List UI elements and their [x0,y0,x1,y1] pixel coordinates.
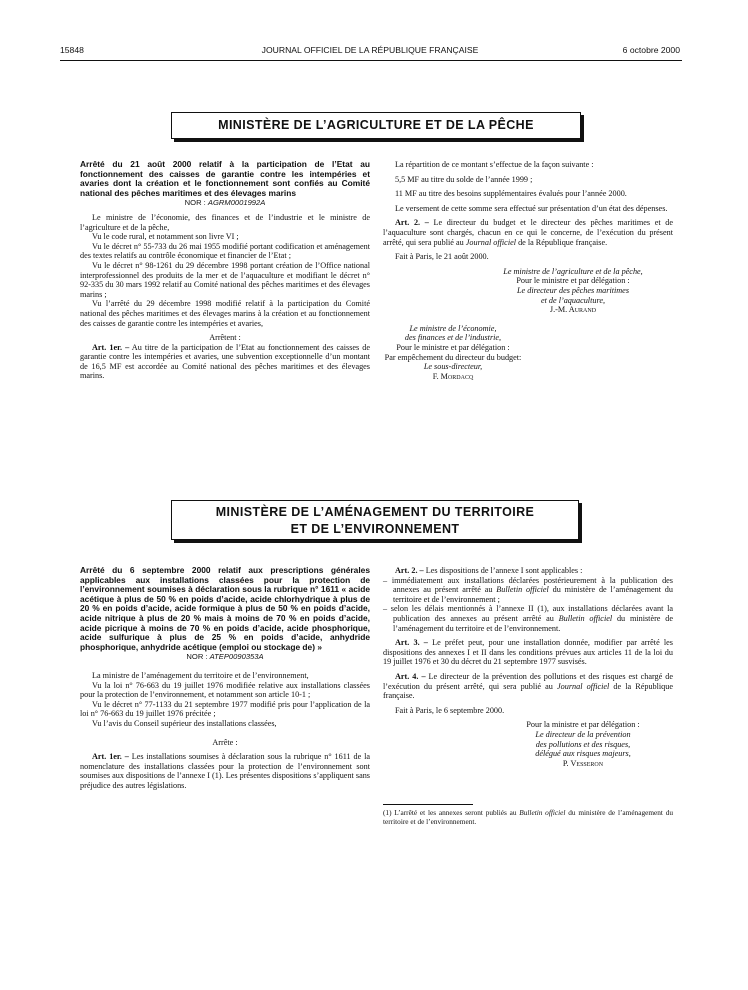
body-paragraph: 11 MF au titre des besoins supplémentaires évalués pour l’année 2000. [395,189,627,199]
decree1-left-column [80,160,370,381]
signatory-minister: Le ministre de l’économie, [409,323,497,333]
signature-block-2 [383,324,523,382]
signatory-role: Le directeur de la prévention [535,729,631,739]
signatory-name: F. Mordacq [432,371,474,381]
signatory-delegation: Pour le ministre et par délégation : [516,276,630,286]
nor-code: ATEP0090353A [209,652,264,662]
visa-paragraph: Vu le décret n° 77-1133 du 21 septembre 1977 modifié pris pour l’application de la loi n° 76-663 du 19 juillet 1976 précitée ; [80,699,370,719]
article-1 [80,343,370,381]
visa-paragraph: Vu l’avis du Conseil supérieur des installations classées, [92,718,277,728]
article-4 [383,672,673,701]
signatory-delegation: Pour le ministre et par délégation : [396,342,510,352]
decree2-right-column [383,566,673,826]
footnote-text: (1) L’arrêté et les annexes seront publiés au [383,808,517,818]
visa-paragraph: Vu le décret n° 55-733 du 26 mai 1955 modifié portant codification et aménagement des textes relatifs au contrôle économique et financier de l’Etat ; [80,241,370,261]
signatory-role: Le sous-directeur, [423,362,483,372]
list-item [383,576,673,605]
body-paragraph: Le versement de cette somme sera effectué sur présentation d’un état des dépenses. [395,203,668,213]
footnote-rule [383,804,473,805]
article-1 [80,752,370,790]
fait-a-paris: Fait à Paris, le 21 août 2000. [395,252,489,262]
article-text: Le préfet peut, pour une installation donnée, modifier par arrêté les dispositions des annexes I et II dans les conditions prévues aux articles 11 de la loi du 19 juillet 1976 et 30 du décret du 21 septembre 1977 susvisés. [383,638,673,667]
body-paragraph: 5,5 MF au titre du solde de l’année 1999 ; [395,174,533,184]
list-item [383,604,673,633]
article-text: Les dispositions de l’annexe I sont applicables : [425,566,583,575]
visa-paragraph: Vu la loi n° 76-663 du 19 juillet 1976 modifiée relative aux installations classées pour la protection de l’environnement, et notamment son article 10-1 ; [80,680,370,700]
signatory-role: des pollutions et des risques, [535,739,631,749]
signatory-empechement: Par empêchement du directeur du budget: [384,352,522,362]
journal-title: JOURNAL OFFICIEL DE LA RÉPUBLIQUE FRANÇAISE [261,45,479,55]
signatory-minister: des finances et de l’industrie, [404,333,502,343]
ministry-title-line2: ET DE L’ENVIRONNEMENT [290,522,460,536]
list-item-text-end: du ministère de l’aménagement du territoire et de l’environnement. [393,613,673,633]
article-text-end: de la République française. [518,237,608,247]
visa-paragraph: Vu l’arrêté du 29 décembre 1998 modifié relatif à la participation du Comité national des pêches maritimes et des élevages marins à la création et au fonctionnement des caisses de garantie contre les intempéries et avaries, [80,299,370,328]
visa-paragraph: Vu le décret n° 98-1261 du 29 décembre 1998 portant création de l’Office national interprofessionnel des produits de la mer et de l’aquaculture et modifiant le décret n° 92-335 du 30 mars 1992 relatif au Comité national des pêches maritimes et des élevages marins ; [80,260,370,299]
signature-block-1 [473,267,673,315]
decree1-nor [80,198,370,208]
article-text: Au titre de la participation de l’Etat au fonctionnement des caisses de garantie contre les intempéries et avaries, une subvention exceptionnelle d’un montant de 16,5 MF est accordée au Comité national des pêches maritimes et des élevages marins. [80,342,370,381]
ministry-title-line1: MINISTÈRE DE L’AMÉNAGEMENT DU TERRITOIRE [215,505,535,519]
signatory-role: Le directeur des pêches maritimes [516,285,630,295]
visa-paragraph: Le ministre de l’économie, des finances et de l’industrie et le ministre de l’agriculture et de la pêche, [80,212,370,232]
footnote-text-end: du ministère de l’aménagement du territoire et de l’environnement. [383,808,673,826]
list-item-text: – immédiatement aux installations déclarées postérieurement à la publication des annexes au présent arrêté au [383,575,673,595]
ministry-box-agriculture [171,112,581,139]
decree2-left-column [80,566,370,790]
article-text: Le directeur du budget et le directeur des pêches maritimes et de l’aquaculture sont chargés, chacun en ce qui le concerne, de l’exécution du présent arrêté, qui sera publié au [383,218,673,247]
list-item-text-end: du ministère de l’aménagement du territoire et de l’environnement ; [393,585,673,604]
ministry-title: MINISTÈRE DE L’AGRICULTURE ET DE LA PÊCHE [218,118,534,132]
visa-paragraph: Vu le code rural, et notamment son livre VI ; [92,232,239,242]
nor-label: NOR : [184,198,206,208]
article-label: Art. 1er. – [92,752,129,762]
signatory-name: J.-M. Aurand [549,305,597,315]
nor-code: AGRM0001992A [207,198,266,208]
decree2-nor [80,652,370,662]
decree1-title: Arrêté du 21 août 2000 relatif à la participation de l’Etat au fonctionnement des caisses de garantie contre les intempéries et avaries dont la création et le fonctionnement sont confiés au Comité national des pêches maritimes et des élevages marins [80,159,370,198]
journal-officiel-ref: Journal officiel [465,237,517,247]
list-item-text: – selon les délais mentionnés à l’annexe II (1), aux installations déclarées avant la publication des annexes au présent arrêté au [383,604,673,623]
signatory-minister: Le ministre de l’agriculture et de la pêche, [503,266,643,276]
nor-label: NOR : [186,652,208,662]
decree1-right-column [383,160,673,381]
page-number: 15848 [60,45,84,55]
signatory-name: P. Vesseron [562,758,604,768]
arrete-heading: Arrête : [212,737,238,747]
arretent-heading: Arrêtent : [209,333,241,343]
article-text-end: de la République française. [383,681,674,701]
article-3 [383,638,673,667]
article-label: Art. 2. – [395,566,424,575]
bulletin-officiel-ref: Bulletin officiel [519,808,566,818]
header-rule [60,60,682,61]
article-text: Les installations soumises à déclaration sous la rubrique n° 1611 de la nomenclature des installations classées pour la protection de l’environnement sont soumises aux dispositions de l’annexe I (1). Les présentes dispositions s’appliquent sans préjudice des autres législations. [80,752,371,790]
fait-a-paris: Fait à Paris, le 6 septembre 2000. [395,705,505,715]
body-paragraph: La répartition de ce montant s’effectue de la façon suivante : [395,160,594,169]
article-label: Art. 4. – [395,671,426,681]
signatory-role: et de l’aquaculture, [540,295,606,305]
article-label: Art. 1er. – [92,342,130,352]
decree2-title: Arrêté du 6 septembre 2000 relatif aux prescriptions générales applicables aux installations classées pour la protection de l’environnement soumises à déclaration sous la rubrique n° 1611 « acide acétique à plus de 50 % en poids d’acide, acide chlorhydrique à plus de 20 % en poids d’acide, acide formique à plus de 50 % en poids d’acide, acide nitrique à plus de 20 % mais à moins de 70 % en poids d’acide, acide picrique à moins de 70 % en poids d’acide, acide phosphorique, acide sulfurique à plus de 25 % en poids d’acide, anhydride phosphorique, anhydride acétique (emploi ou stockage de) » [80,565,370,652]
article-2 [383,566,673,576]
visa-paragraph: La ministre de l’aménagement du territoire et de l’environnement, [92,670,309,680]
journal-officiel-ref: Journal officiel [557,681,610,691]
ministry-box-environment [171,500,579,540]
signature-block-3 [493,720,673,768]
footnote [383,809,673,826]
signatory-delegation: Pour la ministre et par délégation : [526,720,640,730]
article-label: Art. 2. – [395,218,429,228]
article-2 [383,218,673,247]
publication-date: 6 octobre 2000 [622,45,680,55]
article-text: Le directeur de la prévention des pollutions et des risques est chargé de l’exécution du présent arrêté, qui sera publié au [383,671,674,691]
article-label: Art. 3. – [395,638,428,648]
bulletin-officiel-ref: Bulletin officiel [558,613,613,623]
bulletin-officiel-ref: Bulletin officiel [496,585,549,595]
running-header [60,45,680,59]
signatory-role: délégué aux risques majeurs, [535,749,631,759]
